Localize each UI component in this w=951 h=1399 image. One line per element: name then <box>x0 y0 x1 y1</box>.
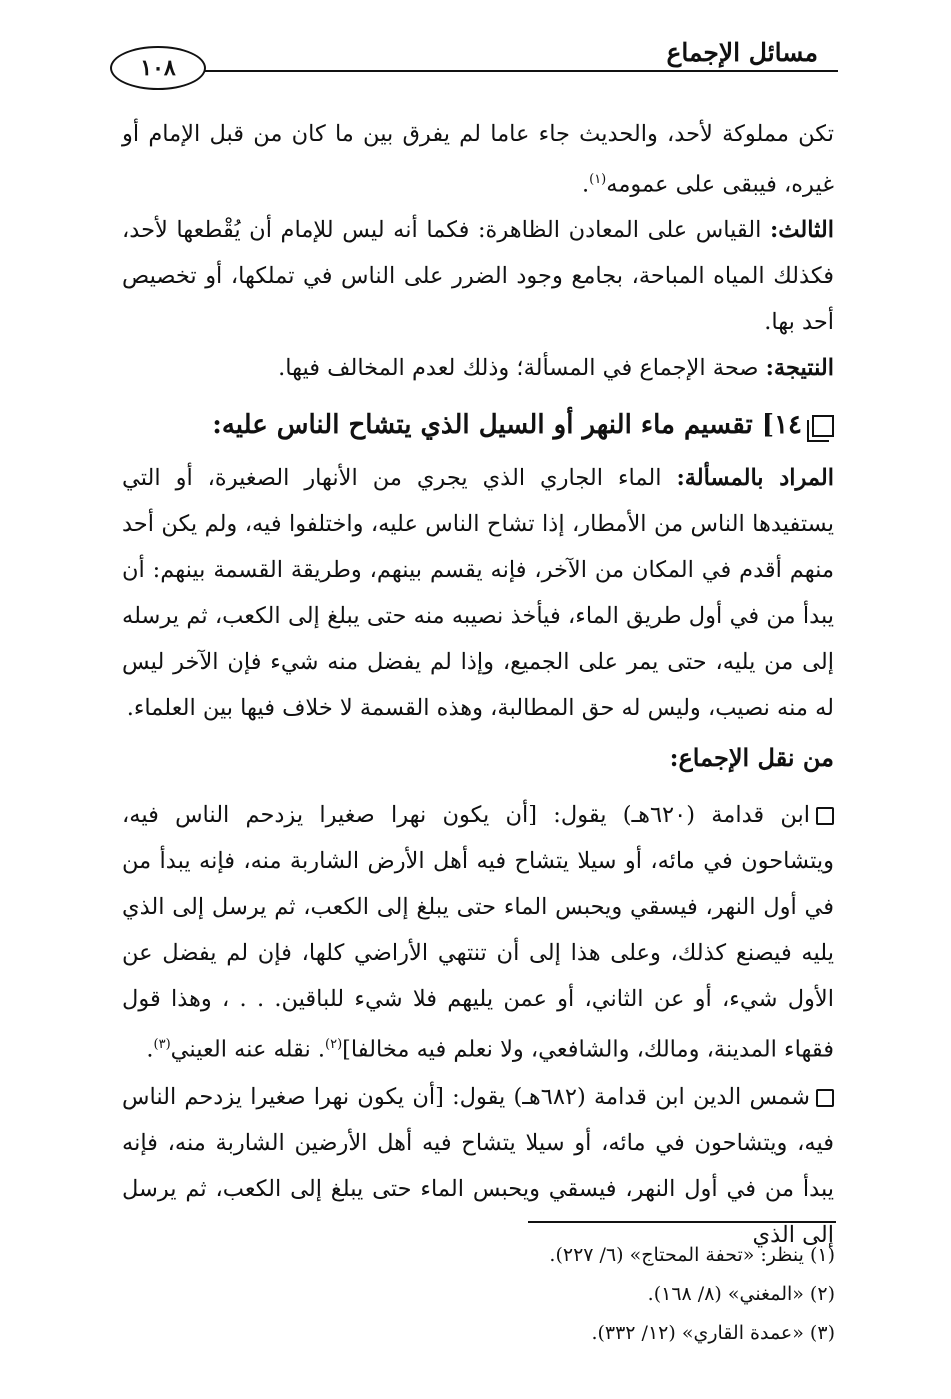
transmitters-heading: من نقل الإجماع: <box>669 743 834 772</box>
quote-ibn-qudama <box>122 792 834 1073</box>
footnote-3: (٣) «عمدة القاري» (١٢/ ٣٣٢). <box>591 1322 835 1344</box>
section-stack-icon <box>812 415 834 437</box>
book-title: مسائل الإجماع <box>666 38 818 67</box>
result-text: صحة الإجماع في المسألة؛ وذلك لعدم المخالف فيها. <box>278 355 766 381</box>
section-heading-text: ١٤] تقسيم ماء النهر أو السيل الذي يتشاح الناس عليه: <box>212 410 802 440</box>
paragraph-text: تكن مملوكة لأحد، والحديث جاء عاما لم يفرق بين ما كان من قبل الإمام أو غيره، فيبقى على عمومه <box>122 121 834 198</box>
footnote-1: (١) ينظر: «تحفة المحتاج» (٦/ ٢٢٧). <box>549 1244 835 1266</box>
quote-text: شمس الدين ابن قدامة (٦٨٢هـ) يقول: [أن يكون نهرا صغيرا يزدحم الناس فيه، ويتشاحون في مائه، أو سيلا يتشاح فيه أهل الأرضين الشاربة منه، فإنه يبدأ من في أول النهر، فيسقي ويحبس الماء حتى يبلغ إلى الكعب، ثم يرسل إلى الذي <box>122 1084 834 1248</box>
checkbox-icon <box>816 807 834 825</box>
meaning-label: المراد بالمسألة: <box>676 465 834 491</box>
footnote-ref[interactable]: (٢) <box>325 1037 343 1052</box>
footnote-ref[interactable]: (٣) <box>153 1037 171 1052</box>
paragraph-end: . <box>581 171 590 198</box>
third-text: القياس على المعادن الظاهرة: فكما أنه ليس للإمام أن يُقْطعها لأحد، فكذلك المياه المباحة، بجامع وجود الضرر على الناس في تملكها، أو تخصيص أحد بها. <box>122 217 834 335</box>
paragraph-result <box>122 345 834 391</box>
page-number: ١٠٨ <box>110 46 206 90</box>
quote-mid: . نقله عنه العيني <box>170 1036 326 1063</box>
quote-text: ابن قدامة (٦٢٠هـ) يقول: [أن يكون نهرا صغيرا يزدحم الناس فيه، ويتشاحون في مائه، أو سيلا يتشاح فيه أهل الأرض الشاربة منه، فإنه يبدأ من في أول النهر، فيسقي ويحبس الماء حتى يبلغ إلى الكعب، ثم يرسل إلى الذي يليه فيصنع كذلك، وعلى هذا إلى أن تنتهي الأراضي كلها، فإن لم يفضل عن الأول شيء، أو عن الثاني، أو عمن يليهم فلا شيء للباقين. . . ، وهذا قول فقهاء المدينة، ومالك، والشافعي، ولا نعلم فيه مخالفا] <box>122 802 834 1063</box>
footnote-separator <box>528 1221 836 1223</box>
meaning-text: الماء الجاري الذي يجري من الأنهار الصغيرة، أو التي يستفيدها الناس من الأمطار، إذا تشاح الناس عليه، واختلفوا فيه، ولم يكن أحد منهم أقدم في المكان من الآخر، فإنه يقسم بينهم، وطريقة القسمة بينهم: أن يبدأ من في أول طريق الماء، فيأخذ نصيبه منه حتى يبلغ إلى الكعب، ثم يرسله إلى من يليه، حتى يمر على الجميع، وإذا لم يفضل منه شيء فإن الآخر ليس له منه نصيب، وليس له حق المطالبة، وهذه القسمة لا خلاف فيها بين العلماء. <box>122 465 834 721</box>
paragraph-meaning <box>122 455 834 731</box>
checkbox-icon <box>816 1089 834 1107</box>
paragraph-continuation <box>122 111 834 208</box>
section-heading <box>122 405 834 445</box>
page-header <box>118 38 838 88</box>
footnote-2: (٢) «المغني» (٨/ ١٦٨). <box>647 1283 835 1305</box>
result-label: النتيجة: <box>765 355 834 381</box>
quote-end: . <box>146 1036 154 1063</box>
third-label: الثالث: <box>769 217 834 243</box>
footnote-ref[interactable]: (١) <box>589 172 607 187</box>
header-rule <box>118 70 838 72</box>
quote-shams-al-din <box>122 1074 834 1258</box>
paragraph-third <box>122 207 834 345</box>
